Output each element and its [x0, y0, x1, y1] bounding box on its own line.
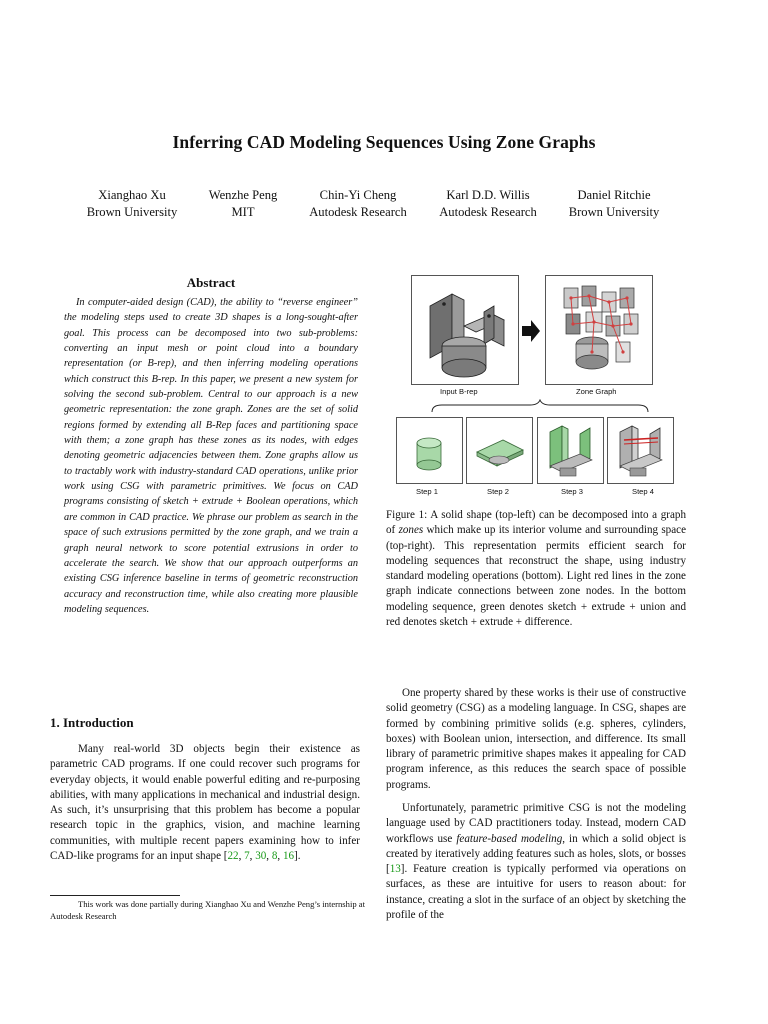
brep-shape-icon: [412, 276, 518, 384]
figure-step-4-panel: [607, 417, 674, 484]
author-name: Xianghao Xu: [98, 188, 166, 202]
body-text: , in which a solid object is created by iteratively adding features such as holes, slots, or bosses [: [386, 832, 686, 876]
figure-label-zone-graph: Zone Graph: [576, 387, 617, 396]
intro-text: Many real-world 3D objects begin their existence as parametric CAD programs. If one could recover such programs for everyday objects, it would enable powerful editing and re-purposing abilities, with many applications in mechanical and industrial design. As such, it’s unsurprising that this problem has become a popular research topic in the graphics, vision, and machine learning communities, with multiple recent papers examining how to infer CAD-like programs for an input shape [: [50, 743, 360, 863]
author-name: Wenzhe Peng: [208, 188, 278, 202]
citation-link[interactable]: 7: [244, 850, 250, 863]
body-paragraph: One property shared by these works is their use of constructive solid geometry (CSG) as a modeling language. In CSG, shapes are formed by combining primitive solids (e.g. spheres, cylinders, boxes) with Boolean union, intersection, and difference. Its small library of parametric primitive shapes makes it appealing for CAD program inference, as this reduces the search space of possible programs.: [386, 687, 686, 791]
caption-text: which make up its interior volume and surrounding space (top-right). This representation permits efficient search for modeling sequences that reconstruct the shape, using industry standard modeling operations (bottom). Light red lines in the zone graph indicate connections between zone nodes. In the bottom modeling sequence, green denotes sketch + extrude + union and red denotes sketch + extrude + difference.: [386, 524, 686, 629]
body-text: ]. Feature creation is typically performed via operations on surfaces, as these are intuitive for users to reason about: for instance, creating a slot in the surface of an object by sketching the profile of the: [386, 863, 686, 922]
body-text: Unfortunately, parametric primitive CSG is not the modeling language used by CAD practitioners today. Instead, modern CAD workflows use: [386, 802, 686, 845]
zone-graph-icon: [546, 276, 652, 384]
author-name: Karl D.D. Willis: [446, 188, 530, 202]
citation-link[interactable]: 22: [227, 850, 239, 863]
author-1: [87, 187, 178, 221]
figure-step-2-panel: [466, 417, 533, 484]
citation-link[interactable]: 30: [255, 850, 267, 863]
figure-label-step-2: Step 2: [487, 487, 509, 496]
author-5: [569, 187, 660, 221]
author-affiliation: Brown University: [86, 205, 178, 219]
figure-step-3-panel: [537, 417, 604, 484]
footnote: This work was done partially during Xianghao Xu and Wenzhe Peng’s internship at Autodesk Research: [50, 899, 365, 921]
author-affiliation: Autodesk Research: [309, 205, 407, 219]
bracket-cut-icon: [608, 418, 673, 483]
figure-zone-graph-panel: [545, 275, 653, 385]
figure-label-step-4: Step 4: [632, 487, 654, 496]
cylinder-icon: [397, 418, 462, 483]
caption-text: Figure 1: A solid shape (top-left) can be decomposed into a graph of: [386, 509, 686, 537]
author-affiliation: Autodesk Research: [439, 205, 537, 219]
intro-paragraph: Many real-world 3D objects begin their existence as parametric CAD programs. If one could recover such programs for everyday objects, it would enable powerful editing and re-purposing abilities, with many applications in mechanical and industrial design. As such, it’s unsurprising that this problem has become a popular research topic in the graphics, vision, and machine learning communities, with multiple recent papers examining how to infer CAD-like programs for an input shape [22, 7, 30, 8, 16].: [50, 743, 360, 863]
section-heading-introduction: 1. Introduction: [50, 715, 134, 730]
arrow-right-icon: [522, 320, 540, 347]
body-emphasis: feature-based modeling: [456, 832, 563, 845]
figure-input-brep-panel: [411, 275, 519, 385]
author-4: [439, 187, 537, 221]
footnote-divider: [50, 895, 180, 896]
author-name: Daniel Ritchie: [577, 188, 651, 202]
author-name: Chin-Yi Cheng: [319, 188, 397, 202]
citation-link[interactable]: 8: [271, 850, 278, 863]
body-paragraph: [386, 801, 686, 923]
intro-text-end: ].: [294, 850, 301, 863]
author-affiliation: Brown University: [568, 205, 660, 219]
caption-emphasis: zones: [398, 524, 424, 537]
paper-title: Inferring CAD Modeling Sequences Using Zone Graphs: [172, 132, 596, 152]
citation-link[interactable]: 16: [282, 850, 295, 863]
citation-link[interactable]: 13: [389, 863, 401, 876]
abstract-heading: Abstract: [186, 275, 236, 290]
curly-brace-icon: [430, 399, 650, 413]
figure-label-input-brep: Input B-rep: [440, 387, 478, 396]
author-affiliation: MIT: [231, 205, 255, 219]
figure-label-step-1: Step 1: [416, 487, 438, 496]
abstract-text: In computer-aided design (CAD), the ability to “reverse engineer” the modeling steps used to create 3D shapes is a long-sought-after goal. This process can be decomposed into two sub-problems: converting an input mesh or point cloud into a boundary representation (or B-rep), and then inferring modeling operations which construct this B-rep. In this paper, we present a new system for solving the second sub-problem. Central to our approach is a new geometric representation: the zone graph. Zones are the set of solid regions formed by extending all B-Rep faces and partitioning space with them; a zone graph has these zones as its nodes, with edges denoting geometric adjacencies between them. Zone graphs allow us to tractably work with industry-standard CAD operations, unlike prior work using CSG with parametric primitives. We focus on CAD programs consisting of sketch + extrude + Boolean operations, which are common in CAD practice. We phrase our problem as search in the space of such extrusions permitted by the zone graph, and we train a graph neural network to score potential extrusions in order to accelerate the search. We show that our approach outperforms an existing CSG inference baseline in terms of geometric reconstruction accuracy and reconstruction time, while also creating more plausible modeling sequences.: [64, 297, 358, 615]
figure-label-step-3: Step 3: [561, 487, 583, 496]
bracket-icon: [538, 418, 603, 483]
figure-caption: [386, 508, 686, 630]
author-3: [309, 187, 407, 221]
plate-icon: [467, 418, 532, 483]
author-2: [209, 187, 278, 221]
figure-step-1-panel: [396, 417, 463, 484]
